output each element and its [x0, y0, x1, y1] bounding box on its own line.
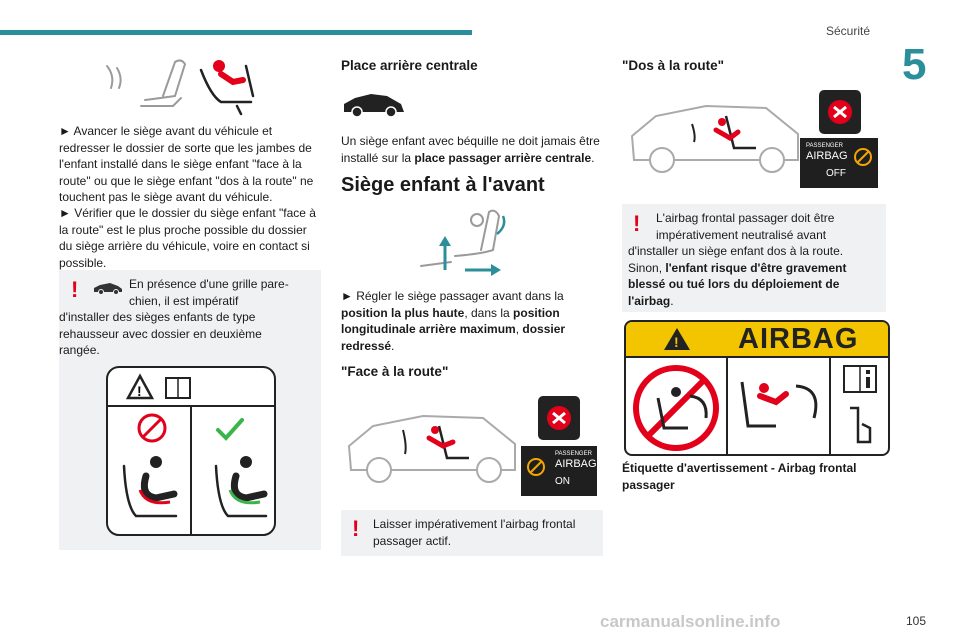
airbag-label-body [626, 358, 888, 454]
airbag-off-indicator [800, 138, 878, 188]
svg-text:!: ! [674, 334, 679, 350]
instruction-para-2: ► Vérifier que le dossier du siège enfant "face à la route" est le plus proche possible du dossier du siège arrière du véhicule, voire en contact si possible. [59, 206, 316, 270]
airbag-child-seat-icon [854, 148, 872, 166]
airbag-child-seat-icon [527, 458, 545, 476]
warning-exclamation-icon: ! [352, 516, 360, 541]
airbag-state: ON [555, 476, 570, 487]
airbag-warning-label [624, 320, 890, 456]
heading-forward-facing: "Face à la route" [341, 364, 449, 379]
airbag-active-warning-text: Laisser impérativement l'airbag frontal passager actif. [373, 517, 576, 548]
heading-rear-facing: "Dos à la route" [622, 58, 725, 73]
heading-front-seat: Siège enfant à l'avant [341, 174, 545, 196]
airbag-label-main: AIRBAG [555, 458, 597, 470]
forward-facing-car-illustration [343, 410, 518, 486]
rear-center-text: Un siège enfant avec béquille ne doit jamais être installé sur la place passager arrière centrale. [341, 134, 600, 165]
page-number: 105 [906, 614, 927, 628]
airbag-tag-icon [818, 89, 862, 135]
header-accent-bar [0, 30, 472, 35]
neutralize-warning-line1: L'airbag frontal passager doit être impérativement neutralisé avant [656, 211, 835, 242]
neutralize-warning-rest: d'installer un siège enfant dos à la route. Sinon, l'enfant risque d'être gravement blessé ou tué lors du déploiement de l'airbag. [628, 244, 847, 308]
section-title: Sécurité [826, 24, 871, 38]
airbag-label-title: AIRBAG [738, 323, 859, 355]
warning-exclamation-icon: ! [633, 211, 641, 236]
warning-exclamation-icon: ! [71, 277, 79, 302]
rear-facing-car-illustration [626, 100, 801, 176]
warning-text-line1: En présence d'une grille pare-chien, il est impératif [129, 277, 289, 308]
airbag-tag-icon [537, 395, 581, 441]
airbag-label-main: AIRBAG [806, 150, 848, 162]
svg-text:!: ! [137, 383, 142, 399]
airbag-label-top: PASSENGER [555, 451, 592, 457]
warning-triangle-icon [662, 326, 692, 352]
airbag-label-pictograms [626, 358, 888, 454]
front-seat-adjust-illustration [411, 206, 511, 278]
watermark: carmanualsonline.info [600, 612, 781, 631]
car-icon [92, 281, 124, 295]
warning-text-rest: d'installer des sièges enfants de type rehausseur avec dossier en deuxième rangée. [59, 310, 262, 357]
airbag-label-caption: Étiquette d'avertissement - Airbag frontal passager [622, 461, 857, 492]
heading-rear-center: Place arrière centrale [341, 58, 478, 73]
instruction-para-1: ► Avancer le siège avant du véhicule et redresser le dossier de sorte que les jambes de l'enfant installé dans le siège enfant "face à la route" ou que le siège enfant "dos à la route" ne touchent pas le siège avant du véhicule. [59, 124, 314, 204]
seat-distance-illustration [101, 56, 261, 118]
front-seat-instructions: ► Régler le siège passager avant dans la position la plus haute, dans la position longitudinale arrière maximum, dossier redressé. [341, 289, 566, 353]
airbag-label-top: PASSENGER [806, 143, 843, 149]
suv-car-icon [341, 90, 407, 118]
airbag-state: OFF [826, 168, 846, 179]
chapter-number: 5 [902, 40, 927, 89]
booster-seat-pictogram [106, 366, 276, 536]
airbag-on-indicator [521, 446, 597, 496]
